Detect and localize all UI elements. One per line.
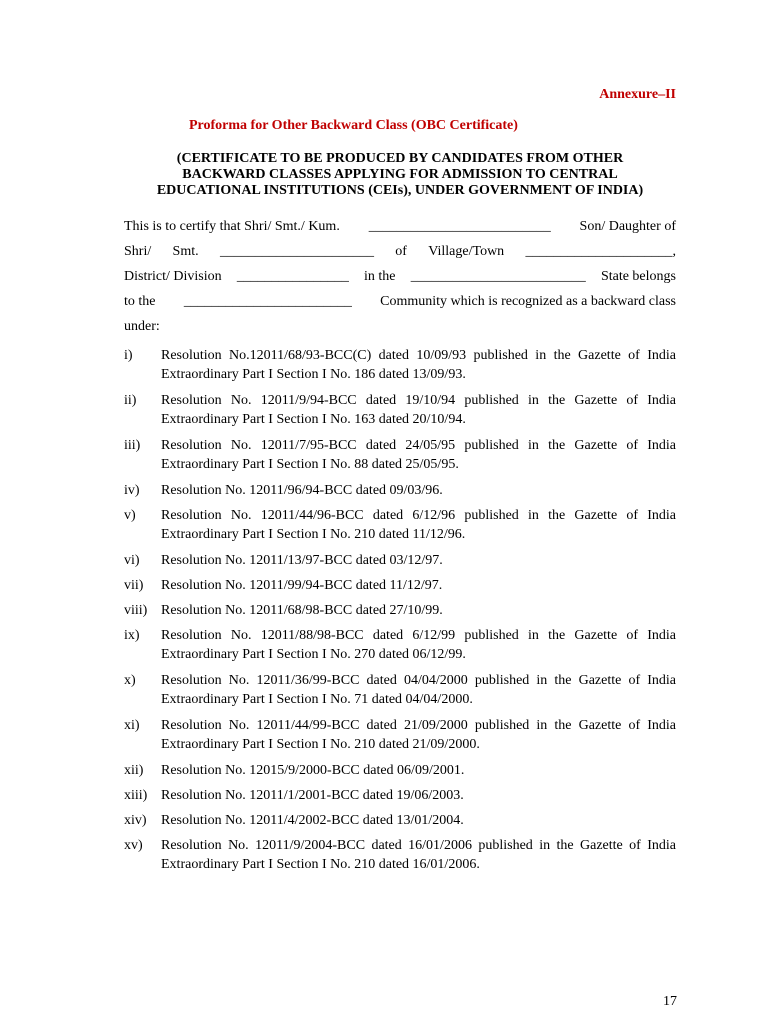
state-blank: _________________________ bbox=[410, 269, 586, 284]
resolution-text: Resolution No. 12011/36/99-BCC dated 04/04/2000 published in the Gazette of India Extraordinary Part I Section I No. 71 dated 04/04/2000. bbox=[161, 673, 676, 707]
body-text: of bbox=[395, 244, 407, 259]
body-text: Smt. bbox=[172, 244, 199, 259]
village-blank: _____________________, bbox=[525, 244, 676, 259]
resolution-item bbox=[124, 346, 676, 384]
resolution-list bbox=[124, 346, 676, 874]
body-line bbox=[124, 214, 676, 239]
resolution-text: Resolution No. 12011/9/2004-BCC dated 16/01/2006 published in the Gazette of India Extraordinary Part I Section I No. 210 dated 16/01/2006. bbox=[161, 838, 676, 872]
father-name-blank: ______________________ bbox=[219, 244, 374, 259]
resolution-number: iii) bbox=[124, 438, 141, 453]
resolution-number: iv) bbox=[124, 483, 140, 498]
resolution-text: Resolution No. 12011/4/2002-BCC dated 13/01/2004. bbox=[161, 813, 464, 828]
resolution-number: i) bbox=[124, 348, 133, 363]
resolution-text: Resolution No. 12011/7/95-BCC dated 24/05/95 published in the Gazette of India Extraordinary Part I Section I No. 88 dated 25/05/95. bbox=[161, 438, 676, 472]
resolution-text: Resolution No.12011/68/93-BCC(C) dated 10/09/93 published in the Gazette of India Extraordinary Part I Section I No. 186 dated 13/09/93. bbox=[161, 348, 676, 382]
resolution-item bbox=[124, 671, 676, 709]
body-line bbox=[124, 239, 676, 264]
body-line bbox=[124, 264, 676, 289]
body-text: State belongs bbox=[600, 269, 676, 284]
resolution-item bbox=[124, 786, 676, 805]
resolution-item bbox=[124, 551, 676, 570]
resolution-item bbox=[124, 716, 676, 754]
body-text: Village/Town bbox=[428, 244, 505, 259]
resolution-item bbox=[124, 436, 676, 474]
heading-line: BACKWARD CLASSES APPLYING FOR ADMISSION TO CENTRAL bbox=[182, 167, 618, 182]
resolution-text: Resolution No. 12011/1/2001-BCC dated 19/06/2003. bbox=[161, 788, 464, 803]
resolution-item bbox=[124, 601, 676, 620]
community-blank: ________________________ bbox=[183, 294, 352, 309]
resolution-number: vi) bbox=[124, 553, 140, 568]
resolution-number: x) bbox=[124, 673, 136, 688]
resolution-text: Resolution No. 12011/99/94-BCC dated 11/12/97. bbox=[161, 578, 443, 593]
annexure-label: Annexure–II bbox=[599, 87, 676, 102]
resolution-text: Resolution No. 12011/44/96-BCC dated 6/12/96 published in the Gazette of India Extraordinary Part I Section I No. 210 dated 11/12/96. bbox=[161, 508, 676, 542]
body-text: Community which is recognized as a backward class bbox=[380, 294, 676, 309]
resolution-number: ii) bbox=[124, 393, 137, 408]
resolution-number: xv) bbox=[124, 838, 143, 853]
resolution-number: ix) bbox=[124, 628, 140, 643]
page-number: 17 bbox=[663, 994, 677, 1009]
district-blank: ________________ bbox=[236, 269, 349, 284]
body-text: in the bbox=[364, 269, 396, 284]
resolution-number: vii) bbox=[124, 578, 144, 593]
resolution-item bbox=[124, 626, 676, 664]
resolution-item bbox=[124, 811, 676, 830]
resolution-item bbox=[124, 836, 676, 874]
resolution-text: Resolution No. 12011/88/98-BCC dated 6/12/99 published in the Gazette of India Extraordinary Part I Section I No. 270 dated 06/12/99. bbox=[161, 628, 676, 662]
body-text: Son/ Daughter of bbox=[579, 219, 676, 234]
body-text: to the bbox=[124, 294, 156, 309]
resolution-text: Resolution No. 12011/44/99-BCC dated 21/09/2000 published in the Gazette of India Extraordinary Part I Section I No. 210 dated 21/09/2000. bbox=[161, 718, 676, 752]
resolution-item bbox=[124, 391, 676, 429]
resolution-item bbox=[124, 481, 676, 500]
resolution-number: v) bbox=[124, 508, 136, 523]
body-line: under: bbox=[124, 319, 160, 334]
resolution-item bbox=[124, 506, 676, 544]
certificate-body bbox=[124, 214, 676, 339]
heading-line: EDUCATIONAL INSTITUTIONS (CEIs), UNDER GOVERNMENT OF INDIA) bbox=[156, 183, 644, 198]
proforma-title: Proforma for Other Backward Class (OBC Certificate) bbox=[189, 118, 518, 133]
resolution-number: xii) bbox=[124, 763, 144, 778]
resolution-text: Resolution No. 12011/9/94-BCC dated 19/10/94 published in the Gazette of India Extraordinary Part I Section I No. 163 dated 20/10/94. bbox=[161, 393, 676, 427]
resolution-number: xiv) bbox=[124, 813, 147, 828]
heading-line: (CERTIFICATE TO BE PRODUCED BY CANDIDATES FROM OTHER bbox=[176, 151, 624, 166]
resolution-item bbox=[124, 761, 676, 780]
resolution-number: xi) bbox=[124, 718, 140, 733]
resolution-text: Resolution No. 12015/9/2000-BCC dated 06/09/2001. bbox=[161, 763, 465, 778]
resolution-text: Resolution No. 12011/13/97-BCC dated 03/12/97. bbox=[161, 553, 443, 568]
body-text: District/ Division bbox=[124, 269, 222, 284]
body-line bbox=[124, 289, 676, 314]
resolution-number: xiii) bbox=[124, 788, 148, 803]
resolution-number: viii) bbox=[124, 603, 148, 618]
body-text: This is to certify that Shri/ Smt./ Kum. bbox=[124, 219, 340, 234]
resolution-text: Resolution No. 12011/96/94-BCC dated 09/03/96. bbox=[161, 483, 443, 498]
certificate-heading bbox=[124, 151, 676, 199]
body-text: Shri/ bbox=[124, 244, 152, 259]
resolution-item bbox=[124, 576, 676, 595]
resolution-text: Resolution No. 12011/68/98-BCC dated 27/10/99. bbox=[161, 603, 443, 618]
name-blank: __________________________ bbox=[368, 219, 551, 234]
